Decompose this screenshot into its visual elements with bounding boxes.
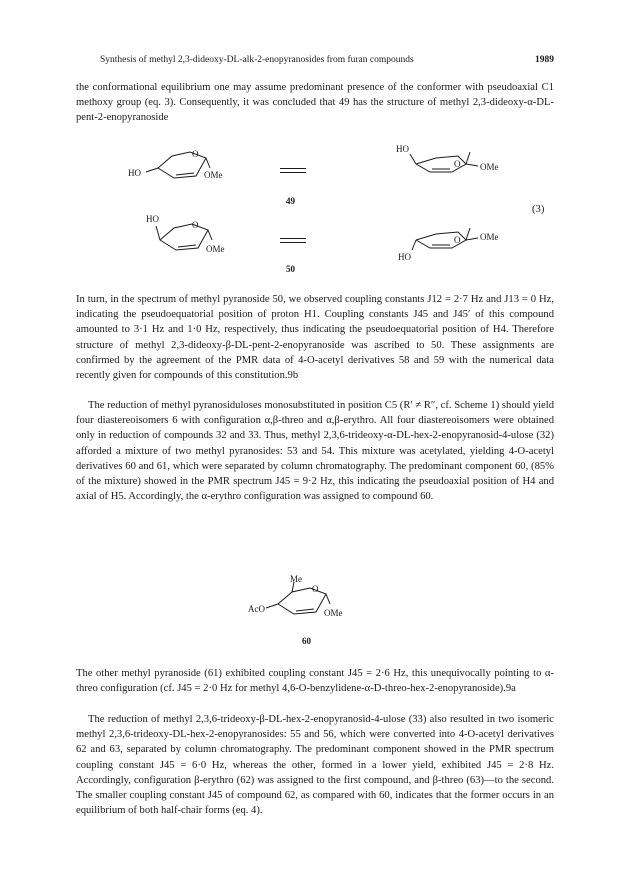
page-number: 1989 [535,55,554,65]
label-ho: HO [128,168,141,178]
equilibrium-arrow-50 [280,238,306,244]
label-ho: HO [396,144,409,154]
label-ome: OMe [206,244,225,254]
structure-49-left [130,146,240,194]
label-ome: OMe [324,608,343,618]
paragraph-conformational [76,80,554,126]
label-ome: OMe [480,232,499,242]
paragraph-compound-61 [76,666,554,696]
scheme-compound-60 [76,574,554,650]
label-ring-oxygen: O [454,159,461,169]
compound-label-49: 49 [286,196,295,206]
label-ho: HO [146,214,159,224]
paragraph-text: The reduction of methyl 2,3,6-trideoxy-β-DL-hex-2-enopyranosid-4-ulose (33) also resulted in two isomeric methyl 2,3,6-trideoxy-DL-hex-2-enopyranosides: 55 and 56, which were converted into 4-O-acetyl derivatives 62 and 63, separated by column chromatography. The predominant component showed in the PMR spectrum coupling constant J45 = 6·0 Hz, whereas the other, formed in a lower yield, exhibited J45 = 2·8 Hz. Accordingly, configuration β-erythro (62) was assigned to the first compound, and β-threo (63)—to the second. The smaller coupling constant J45 of compound 62, as compared with 60, indicates that the former occurs in an equilibrium of both half-chair forms (eq. 4). [76,714,554,817]
paragraph-text: the conformational equilibrium one may assume predominant presence of the conformer with pseudoaxial C1 methoxy group (eq. 3). Consequently, it was concluded that 49 has the structure of methyl 2,3-dideoxy-α-DL-pent-2-enopyranoside [76,82,554,124]
structure-60 [248,576,368,630]
journal-page [76,0,554,893]
compound-label-50: 50 [286,264,295,274]
label-ring-oxygen: O [454,235,461,245]
label-ome: OMe [480,162,499,172]
paragraph-reduction-32 [76,398,554,504]
scheme-equation-3 [76,140,554,280]
label-ring-oxygen: O [192,220,199,230]
equilibrium-arrow-49 [280,168,306,174]
structure-50-right [396,216,516,264]
compound-label-60: 60 [302,636,311,646]
paragraph-reduction-33 [76,712,554,818]
equation-number: (3) [532,204,545,215]
paragraph-compound-50 [76,292,554,383]
paragraph-text: In turn, in the spectrum of methyl pyranoside 50, we observed coupling constants J12 = 2·7 Hz and J13 = 0 Hz, indicating the pseudoequatorial position of proton H1. Coupling constants J45 and J45′ of this compound amounted to 3·1 Hz and 1·0 Hz, respectively, thus indicating the pseudoequatorial position of H4. Therefore structure of methyl 2,3-dideoxy-β-DL-pent-2-enopyranoside was ascribed to 50. These assignments are confirmed by the agreement of the PMR data of 4-O-acetyl derivatives 58 and 59 with the numerical data recently given for compounds of this constitution.9b [76,294,554,382]
label-ho: HO [398,252,411,262]
label-ring-oxygen: O [192,149,199,159]
paragraph-text: The reduction of methyl pyranosiduloses monosubstituted in position C5 (R′ ≠ R″, cf. Scheme 1) should yield four diastereoisomers 6 with configuration α,β-threo and α,β-erythro. All four diastereoisomers were obtained only in reduction of compounds 32 and 33. Thus, methyl 2,3,6-trideoxy-α-DL-hex-2-enopyranosid-4-ulose (32) afforded a mixture of two methyl pyranosides: 53 and 54. This mixture was acetylated, yielding 4-O-acetyl derivatives 60 and 61, which were separated by column chromatography. The predominant component 60, (85% of the mixture) showed in the PMR spectrum J45 = 9·2 Hz, this indicating the pseudoaxial position of H4 and axial of H5. Accordingly, the α-erythro configuration was assigned to compound 60. [76,400,554,503]
structure-49-right [396,142,516,190]
label-me: Me [290,574,302,584]
running-title: Synthesis of methyl 2,3-dideoxy-DL-alk-2-enopyranosides from furan compounds [100,55,414,65]
label-ring-oxygen: O [312,584,319,594]
structure-50-left [146,212,256,264]
label-aco: AcO [248,604,265,614]
running-header [76,55,554,69]
paragraph-text: The other methyl pyranoside (61) exhibited coupling constant J45 = 2·6 Hz, this unequivocally pointing to α-threo configuration (cf. J45 = 2·0 Hz for methyl 4,6-O-benzylidene-α-D-threo-hex-2-enopyranoside).9a [76,668,554,695]
label-ome: OMe [204,170,223,180]
